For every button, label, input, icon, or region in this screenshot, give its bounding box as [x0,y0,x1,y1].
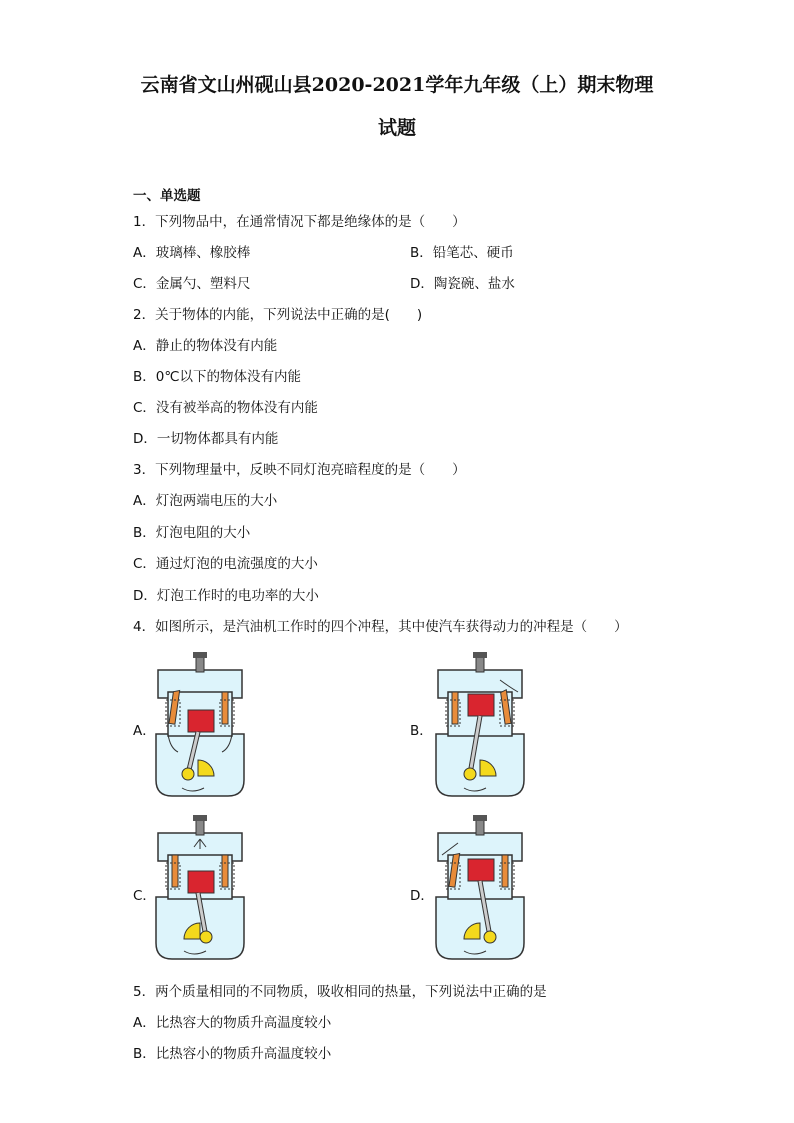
q3-option-c: C．通过灯泡的电流强度的大小 [133,556,318,572]
q2-option-d: D．一切物体都具有内能 [133,431,279,447]
q1-stem: 1．下列物品中，在通常情况下都是绝缘体的是（ ） [133,214,466,230]
q2-option-c: C．没有被举高的物体没有内能 [133,400,318,416]
document-title-line2: 试题 [377,117,416,139]
q3-option-d: D．灯泡工作时的电功率的大小 [133,588,319,604]
document-title-line1: 云南省文山州砚山县2020-2021学年九年级（上）期末物理 [140,74,654,96]
section-heading: 一、单选题 [133,188,201,204]
q5-option-b: B．比热容小的物质升高温度较小 [133,1046,332,1062]
q5-option-a: A．比热容大的物质升高温度较小 [133,1015,332,1031]
q2-option-b: B．0℃以下的物体没有内能 [133,369,302,385]
engine-diagram-d [428,815,532,965]
q4-option-b-label: B． [410,723,433,739]
q5-stem: 5．两个质量相同的不同物质，吸收相同的热量，下列说法中正确的是 [133,984,547,1000]
q1-option-a: A．玻璃棒、橡胶棒 [133,245,251,261]
q4-option-d-label: D． [410,888,434,904]
q4-option-c-label: C． [133,888,156,904]
q2-stem: 2．关于物体的内能，下列说法中正确的是( ) [133,307,423,323]
q3-stem: 3．下列物理量中，反映不同灯泡亮暗程度的是（ ） [133,462,466,478]
q2-option-a: A．静止的物体没有内能 [133,338,278,354]
q1-option-b: B．铅笔芯、硬币 [410,245,514,261]
q3-option-b: B．灯泡电阻的大小 [133,525,251,541]
q1-option-c: C．金属勺、塑料尺 [133,276,251,292]
q3-option-a: A．灯泡两端电压的大小 [133,493,278,509]
engine-diagram-a [148,652,252,802]
q4-stem: 4．如图所示，是汽油机工作时的四个冲程，其中使汽车获得动力的冲程是（ ） [133,619,628,635]
q1-option-d: D．陶瓷碗、盐水 [410,276,515,292]
q4-option-a-label: A． [133,723,156,739]
engine-diagram-b [428,652,532,802]
engine-diagram-c [148,815,252,965]
